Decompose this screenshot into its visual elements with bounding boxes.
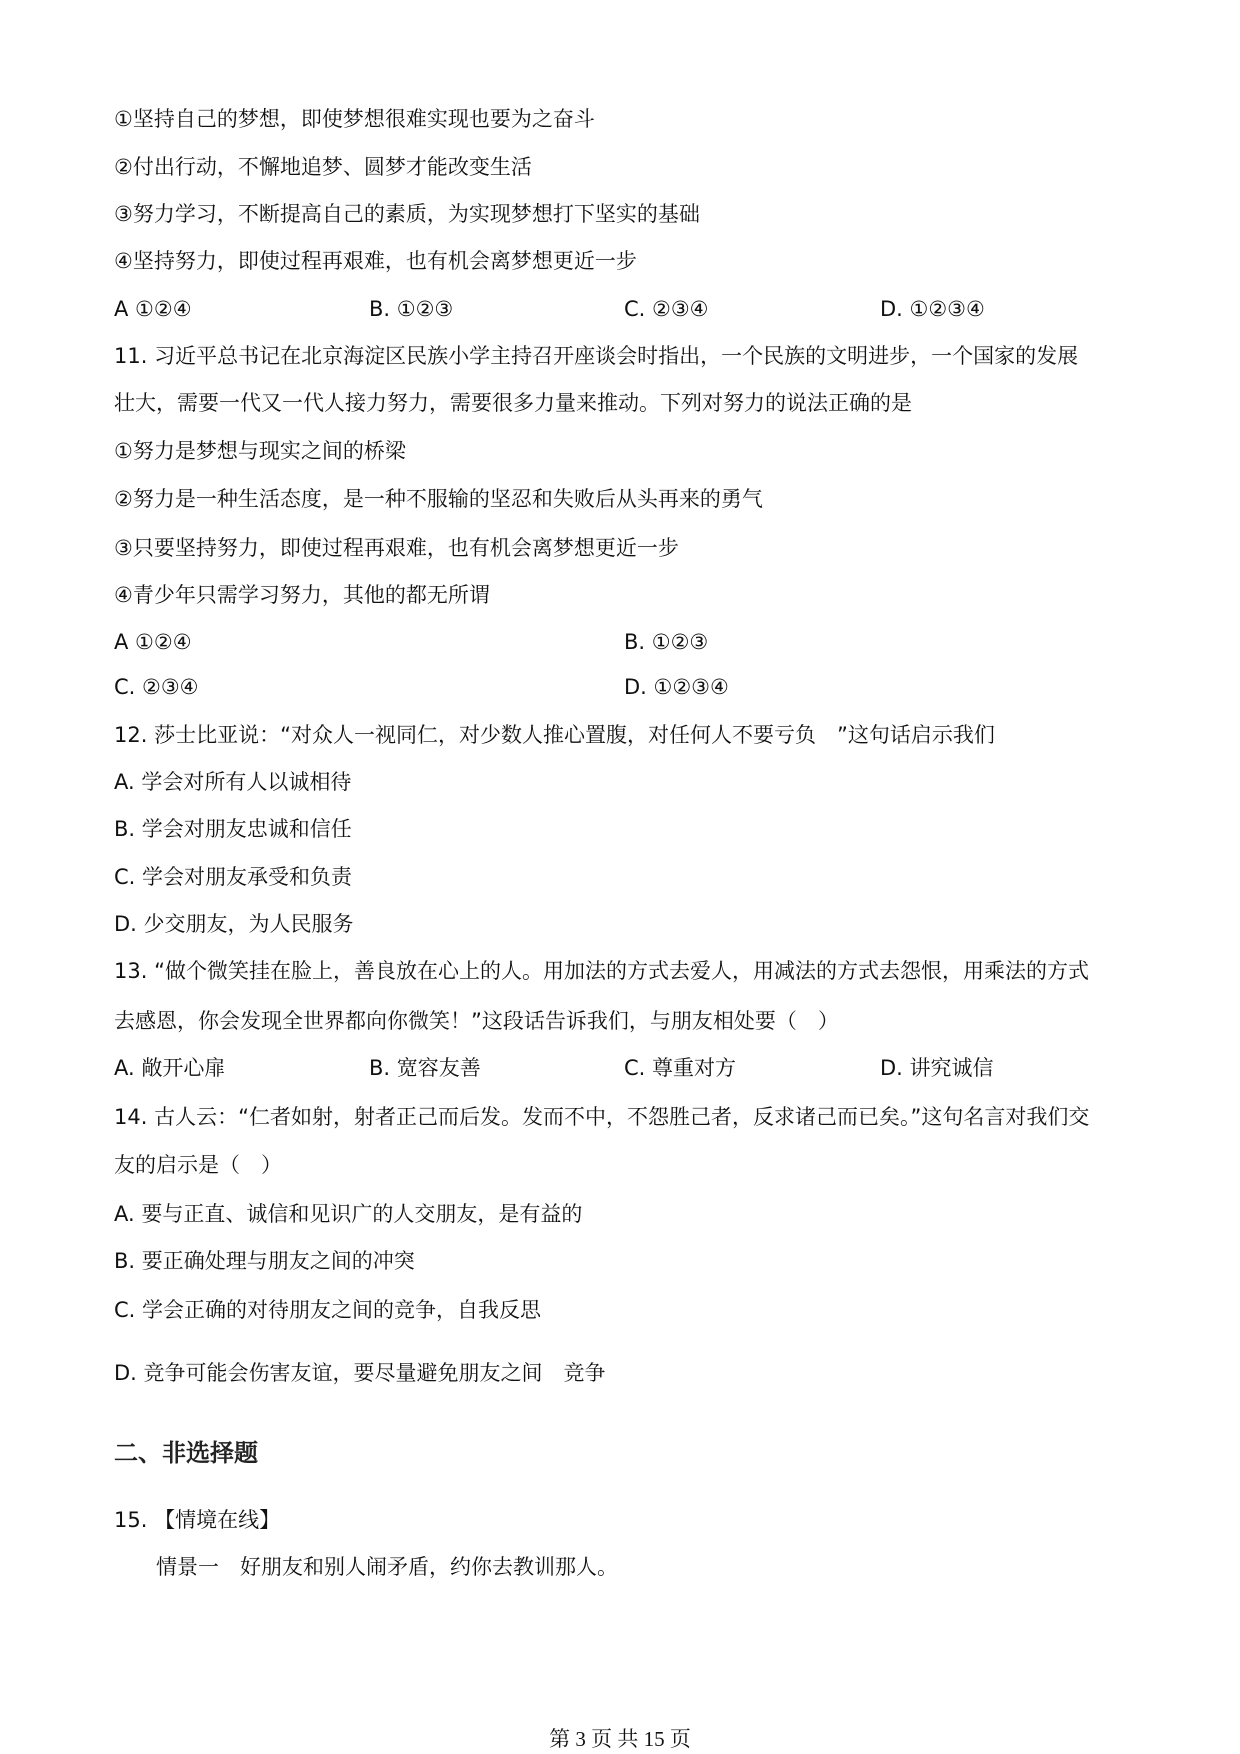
q13-option-a: A. 敞开心扉 bbox=[114, 1056, 226, 1080]
q12-option-a: A. 学会对所有人以诚相待 bbox=[114, 770, 352, 794]
q12-option-c: C. 学会对朋友承受和负责 bbox=[114, 865, 353, 889]
q15-heading: 15. 【情境在线】 bbox=[114, 1508, 281, 1532]
q11-option-b: B. ①②③ bbox=[624, 630, 709, 654]
page-number-footer: 第 3 页 共 15 页 bbox=[549, 1727, 691, 1751]
q10-statement-2: ②付出行动，不懈地追梦、圆梦才能改变生活 bbox=[114, 155, 532, 179]
q14-option-b: B. 要正确处理与朋友之间的冲突 bbox=[114, 1249, 415, 1273]
q11-stem-line-2: 壮大，需要一代又一代人接力努力，需要很多力量来推动。下列对努力的说法正确的是 bbox=[114, 391, 912, 415]
q10-option-a: A ①②④ bbox=[114, 297, 192, 321]
q11-statement-2: ②努力是一种生活态度，是一种不服输的坚忍和失败后从头再来的勇气 bbox=[114, 487, 763, 511]
q11-statement-1: ①努力是梦想与现实之间的桥梁 bbox=[114, 439, 406, 463]
q13-option-b: B. 宽容友善 bbox=[369, 1056, 481, 1080]
q12-option-b: B. 学会对朋友忠诚和信任 bbox=[114, 817, 352, 841]
q11-statement-3: ③只要坚持努力，即使过程再艰难，也有机会离梦想更近一步 bbox=[114, 536, 679, 560]
q11-option-a: A ①②④ bbox=[114, 630, 192, 654]
q10-statement-1: ①坚持自己的梦想，即使梦想很难实现也要为之奋斗 bbox=[114, 107, 595, 131]
q10-statement-3: ③努力学习，不断提高自己的素质，为实现梦想打下坚实的基础 bbox=[114, 202, 700, 226]
section-title-non-choice: 二、非选择题 bbox=[114, 1439, 258, 1467]
q13-stem-line-2: 去感恩，你会发现全世界都向你微笑！”这段话告诉我们，与朋友相处要（ ） bbox=[114, 1009, 839, 1033]
q10-option-b: B. ①②③ bbox=[369, 297, 454, 321]
q11-stem-line-1: 11. 习近平总书记在北京海淀区民族小学主持召开座谈会时指出，一个民族的文明进步，一个国家的发展 bbox=[114, 344, 1079, 368]
q10-option-d: D. ①②③④ bbox=[880, 297, 985, 321]
q14-stem-line-1: 14. 古人云：“仁者如射，射者正己而后发。发而不中，不怨胜己者，反求诸己而已矣。”这句名言对我们交 bbox=[114, 1105, 1090, 1129]
q11-statement-4: ④青少年只需学习努力，其他的都无所谓 bbox=[114, 583, 490, 607]
q14-option-a: A. 要与正直、诚信和见识广的人交朋友，是有益的 bbox=[114, 1202, 583, 1226]
q14-option-c: C. 学会正确的对待朋友之间的竞争，自我反思 bbox=[114, 1298, 542, 1322]
q13-stem-line-1: 13. “做个微笑挂在脸上，善良放在心上的人。用加法的方式去爱人，用减法的方式去怨恨，用乘法的方式 bbox=[114, 959, 1089, 983]
q13-option-c: C. 尊重对方 bbox=[624, 1056, 737, 1080]
q14-stem-line-2: 友的启示是（ ） bbox=[114, 1153, 282, 1177]
q15-scene-1: 情景一 好朋友和别人闹矛盾，约你去教训那人。 bbox=[156, 1555, 618, 1579]
q12-option-d: D. 少交朋友，为人民服务 bbox=[114, 912, 354, 936]
q10-option-c: C. ②③④ bbox=[624, 297, 709, 321]
q14-option-d: D. 竞争可能会伤害友谊，要尽量避免朋友之间 竞争 bbox=[114, 1361, 606, 1385]
q11-option-c: C. ②③④ bbox=[114, 675, 199, 699]
q11-option-d: D. ①②③④ bbox=[624, 675, 729, 699]
q13-option-d: D. 讲究诚信 bbox=[880, 1056, 994, 1080]
q10-statement-4: ④坚持努力，即使过程再艰难，也有机会离梦想更近一步 bbox=[114, 249, 637, 273]
q12-stem: 12. 莎士比亚说：“对众人一视同仁，对少数人推心置腹，对任何人不要亏负 ”这句话启示我们 bbox=[114, 723, 995, 747]
